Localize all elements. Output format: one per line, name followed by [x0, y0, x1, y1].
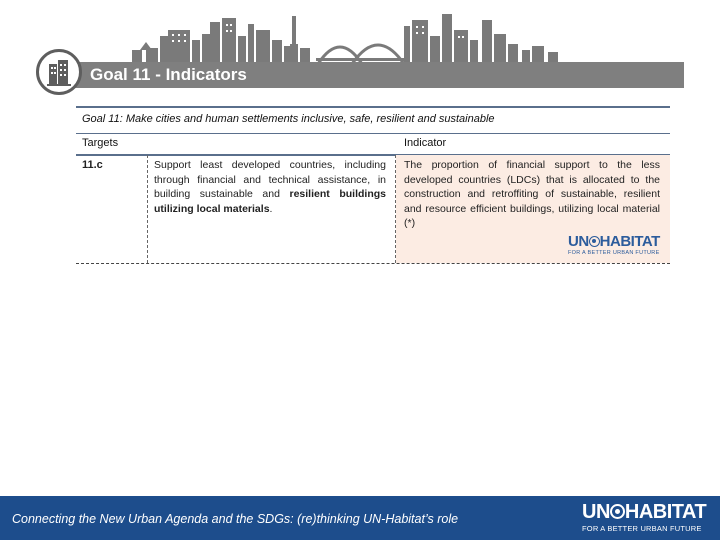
target-description-bold: resilient buildings utilizing local materials: [154, 188, 386, 215]
page-title: Goal 11 - Indicators: [90, 65, 247, 84]
un-emblem-icon: [589, 236, 600, 247]
indicator-cell: [396, 155, 670, 263]
logo-un-text: UN: [568, 233, 589, 250]
footer-logo-un-text: UN: [582, 501, 610, 523]
indicator-description: The proportion of financial support to the less developed countries (LDCs) that is allocated to the construction and retroffiting of sustainable, resilient and resource efficient buildings, utilizing local material (*): [404, 159, 660, 229]
slide-header: [0, 0, 720, 100]
target-number-cell: [76, 155, 148, 263]
column-header-targets: Targets: [82, 137, 119, 149]
table-header-row: [76, 132, 670, 156]
footer-un-habitat-logo: [582, 502, 714, 536]
goal-text: Goal 11: Make cities and human settlements inclusive, safe, resilient and sustainable: [82, 113, 495, 125]
footer-logo-habitat-text: HABITAT: [624, 501, 707, 523]
title-bar: [62, 62, 684, 88]
table-row: [76, 155, 670, 264]
footer-un-emblem-icon: [610, 504, 625, 519]
footer-logo-wordmark: [582, 502, 714, 522]
slide-footer: [0, 496, 720, 540]
un-habitat-wordmark: [568, 233, 666, 250]
target-number: 11.c: [82, 159, 103, 171]
target-description-cell: [148, 155, 396, 263]
footer-text: Connecting the New Urban Agenda and the SDGs: (re)thinking UN-Habitat’s role: [12, 512, 459, 526]
goal-badge: [36, 49, 82, 95]
un-habitat-logo: [568, 233, 666, 259]
target-description-end: .: [269, 202, 273, 215]
city-skyline-graphic: [0, 0, 720, 64]
footer-logo-tagline: FOR A BETTER URBAN FUTURE: [582, 524, 702, 533]
goal-statement: [76, 106, 670, 134]
logo-tagline: FOR A BETTER URBAN FUTURE: [568, 250, 660, 256]
logo-habitat-text: HABITAT: [599, 233, 660, 250]
column-header-indicator: Indicator: [404, 137, 447, 149]
target-description-plain: Support least developed countries, including through financial and technical assistance, in building sustainable and: [154, 159, 386, 200]
city-building-icon: [46, 58, 72, 86]
target-description: [154, 158, 386, 216]
